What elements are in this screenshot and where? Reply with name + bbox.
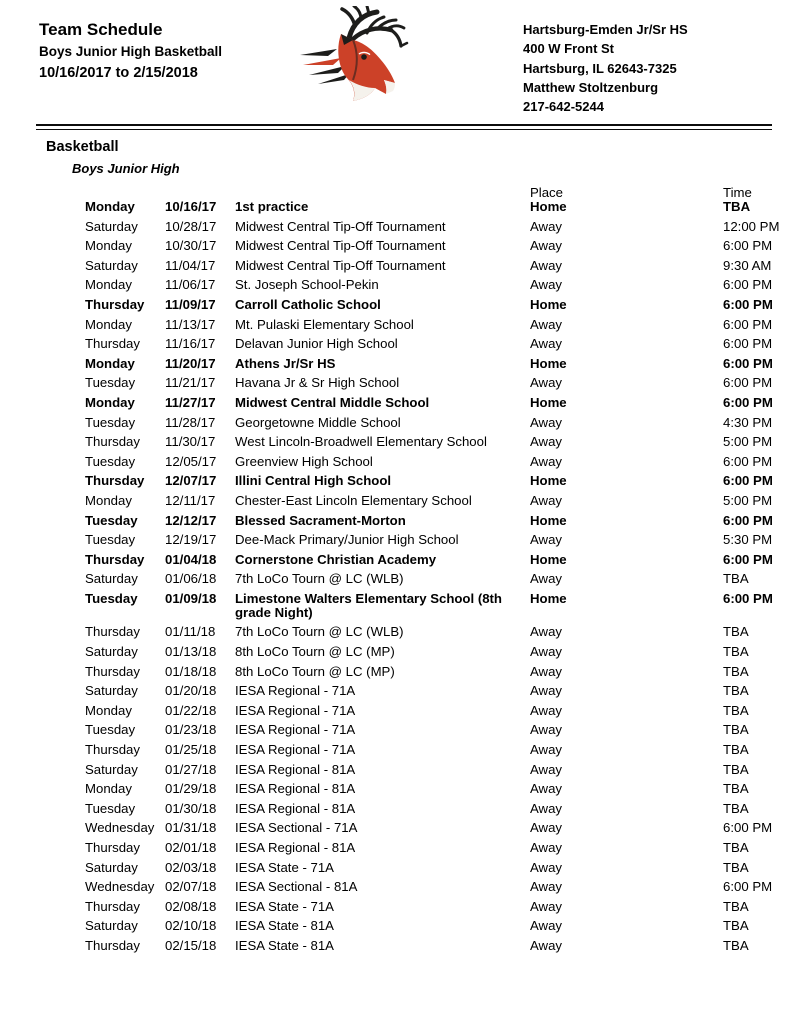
cell-place: Home xyxy=(530,394,567,410)
cell-date: 01/27/18 xyxy=(165,761,217,777)
cell-time: 12:00 PM xyxy=(723,218,780,234)
cell-date: 02/15/18 xyxy=(165,937,217,953)
schedule-row xyxy=(85,494,800,508)
cell-date: 01/04/18 xyxy=(165,551,217,567)
cell-event: Mt. Pulaski Elementary School xyxy=(235,316,414,332)
cell-event: IESA Regional - 71A xyxy=(235,683,356,699)
cell-day: Thursday xyxy=(85,296,145,312)
schedule-row xyxy=(85,723,800,737)
schedule-table xyxy=(0,186,800,953)
team-subtitle: Boys Junior High Basketball xyxy=(39,44,223,59)
cell-date: 01/30/18 xyxy=(165,800,217,816)
cell-time: 6:00 PM xyxy=(723,296,773,312)
cell-date: 01/06/18 xyxy=(165,571,217,587)
cell-day: Thursday xyxy=(85,473,145,489)
cell-place: Home xyxy=(530,199,567,214)
cell-time: 6:00 PM xyxy=(723,820,773,836)
page-title: Team Schedule xyxy=(39,20,163,39)
cell-place: Away xyxy=(530,663,563,679)
cell-place: Away xyxy=(530,644,563,660)
cell-event: Havana Jr & Sr High School xyxy=(235,375,400,391)
cell-date: 01/22/18 xyxy=(165,702,217,718)
cell-event: Illini Central High School xyxy=(235,473,392,489)
cell-time: 6:00 PM xyxy=(723,512,773,528)
cell-date: 02/08/18 xyxy=(165,898,217,914)
cell-date: 11/20/17 xyxy=(165,355,216,371)
cell-date: 11/21/17 xyxy=(165,375,216,391)
cell-day: Monday xyxy=(85,316,132,332)
cell-date: 12/19/17 xyxy=(165,532,217,548)
cell-day: Thursday xyxy=(85,742,140,758)
cell-time: 5:00 PM xyxy=(723,434,773,450)
sport-heading: Basketball xyxy=(46,139,119,155)
cell-day: Saturday xyxy=(85,218,138,234)
cell-day: Saturday xyxy=(85,683,138,699)
col-time-header: Time xyxy=(723,185,752,200)
cell-day: Saturday xyxy=(85,859,138,875)
cell-place: Home xyxy=(530,512,567,528)
cell-time: TBA xyxy=(723,702,749,718)
cell-day: Monday xyxy=(85,492,132,508)
cell-time: TBA xyxy=(723,742,749,758)
cell-place: Away xyxy=(530,937,563,953)
contact-name: Matthew Stoltzenburg xyxy=(523,79,659,95)
cell-time: 6:00 PM xyxy=(723,551,773,567)
cell-date: 01/29/18 xyxy=(165,781,217,797)
cell-date: 12/05/17 xyxy=(165,453,217,469)
cell-place: Away xyxy=(530,434,563,450)
team-heading: Boys Junior High xyxy=(72,161,180,176)
schedule-header-row xyxy=(85,186,800,200)
cell-day: Saturday xyxy=(85,918,138,934)
cell-place: Away xyxy=(530,761,563,777)
cell-day: Monday xyxy=(85,394,135,410)
cell-time: 6:00 PM xyxy=(723,277,773,293)
schedule-row xyxy=(85,763,800,777)
cell-time: 5:30 PM xyxy=(723,532,773,548)
cell-time: TBA xyxy=(723,918,749,934)
cell-date: 12/12/17 xyxy=(165,512,217,528)
cell-time: TBA xyxy=(723,644,749,660)
cell-event: IESA State - 71A xyxy=(235,898,334,914)
cell-day: Tuesday xyxy=(85,512,138,528)
cell-time: TBA xyxy=(723,800,749,816)
cell-time: TBA xyxy=(723,937,749,953)
cell-date: 02/07/18 xyxy=(165,879,217,895)
cell-place: Away xyxy=(530,257,563,273)
schedule-row xyxy=(85,259,800,273)
cell-place: Home xyxy=(530,296,567,312)
cell-date: 01/09/18 xyxy=(165,590,217,606)
cell-time: 6:00 PM xyxy=(723,336,773,352)
cell-event: IESA Sectional - 71A xyxy=(235,820,358,836)
cell-day: Monday xyxy=(85,781,132,797)
cell-date: 01/23/18 xyxy=(165,722,217,738)
schedule-row xyxy=(85,416,800,430)
schedule-row xyxy=(85,880,800,894)
cell-event: IESA Regional - 71A xyxy=(235,742,356,758)
date-range: 10/16/2017 to 2/15/2018 xyxy=(39,65,198,81)
cell-time: 9:30 AM xyxy=(723,257,772,273)
col-place-header: Place xyxy=(530,185,563,200)
cell-day: Monday xyxy=(85,277,132,293)
cell-time: 6:00 PM xyxy=(723,355,773,371)
cell-day: Wednesday xyxy=(85,820,155,836)
schedule-row xyxy=(85,278,800,292)
cell-date: 10/28/17 xyxy=(165,218,217,234)
cell-event: 1st practice xyxy=(235,199,309,214)
cell-date: 11/09/17 xyxy=(165,296,216,312)
schedule-row xyxy=(85,684,800,698)
cell-event: 8th LoCo Tourn @ LC (MP) xyxy=(235,663,395,679)
schedule-row xyxy=(85,802,800,816)
cell-date: 02/10/18 xyxy=(165,918,217,934)
cell-place: Away xyxy=(530,238,563,254)
cell-time: TBA xyxy=(723,722,749,738)
cell-place: Away xyxy=(530,918,563,934)
cell-date: 12/11/17 xyxy=(165,492,216,508)
schedule-row xyxy=(85,743,800,757)
cell-date: 11/28/17 xyxy=(165,414,216,430)
cell-event: Chester-East Lincoln Elementary School xyxy=(235,492,472,508)
cell-time: TBA xyxy=(723,199,751,214)
cell-date: 01/18/18 xyxy=(165,663,217,679)
cell-place: Away xyxy=(530,336,563,352)
cell-place: Away xyxy=(530,218,563,234)
cell-date: 11/04/17 xyxy=(165,257,216,273)
cell-event: Midwest Central Middle School xyxy=(235,394,430,410)
cell-event: IESA State - 81A xyxy=(235,918,334,934)
cell-day: Thursday xyxy=(85,551,145,567)
cell-place: Away xyxy=(530,859,563,875)
cell-day: Tuesday xyxy=(85,375,136,391)
cell-day: Thursday xyxy=(85,336,140,352)
schedule-row xyxy=(85,821,800,835)
schedule-row xyxy=(85,435,800,449)
cell-event: IESA State - 81A xyxy=(235,937,334,953)
cell-event: IESA Regional - 71A xyxy=(235,722,356,738)
cell-event: Midwest Central Tip-Off Tournament xyxy=(235,257,446,273)
cell-date: 10/16/17 xyxy=(165,199,217,214)
cell-time: TBA xyxy=(723,663,749,679)
cell-day: Saturday xyxy=(85,571,138,587)
cell-event: Limestone Walters Elementary School (8th grade Night) xyxy=(235,590,502,620)
cell-event: IESA Regional - 81A xyxy=(235,840,356,855)
header-divider xyxy=(36,124,772,130)
schedule-row xyxy=(85,782,800,796)
cell-time: 6:00 PM xyxy=(723,394,773,410)
schedule-row xyxy=(85,376,800,390)
cell-day: Saturday xyxy=(85,761,138,777)
schedule-row xyxy=(85,665,800,679)
cell-day: Saturday xyxy=(85,257,138,273)
cell-day: Monday xyxy=(85,355,135,371)
cell-date: 01/13/18 xyxy=(165,644,217,660)
cell-place: Away xyxy=(530,820,563,836)
cell-date: 11/13/17 xyxy=(165,316,216,332)
schedule-row xyxy=(85,572,800,586)
cell-time: TBA xyxy=(723,624,749,640)
cell-date: 11/27/17 xyxy=(165,394,216,410)
cell-event: Cornerstone Christian Academy xyxy=(235,551,437,567)
cell-place: Away xyxy=(530,414,563,430)
schedule-row xyxy=(85,900,800,914)
cell-day: Monday xyxy=(85,238,132,254)
schedule-row xyxy=(85,455,800,469)
cell-day: Tuesday xyxy=(85,453,136,469)
cell-day: Thursday xyxy=(85,937,140,953)
cell-event: IESA Sectional - 81A xyxy=(235,879,358,895)
cell-event: Blessed Sacrament-Morton xyxy=(235,512,406,528)
cell-time: 6:00 PM xyxy=(723,316,773,332)
cell-event: IESA State - 71A xyxy=(235,859,334,875)
schedule-row xyxy=(85,396,800,410)
cell-event: 8th LoCo Tourn @ LC (MP) xyxy=(235,644,395,660)
cell-event: IESA Regional - 81A xyxy=(235,761,356,777)
cell-time: 6:00 PM xyxy=(723,879,773,895)
schedule-row xyxy=(85,318,800,332)
cell-place: Away xyxy=(530,277,563,293)
cell-place: Away xyxy=(530,571,563,587)
cell-date: 02/01/18 xyxy=(165,840,217,855)
cell-date: 02/03/18 xyxy=(165,859,217,875)
schedule-row xyxy=(85,337,800,351)
cell-place: Away xyxy=(530,492,563,508)
contact-phone: 217-642-5244 xyxy=(523,99,604,115)
cell-place: Away xyxy=(530,702,563,718)
schedule-row xyxy=(85,645,800,659)
schedule-row xyxy=(85,200,800,214)
cell-event: Delavan Junior High School xyxy=(235,336,398,352)
cell-date: 11/16/17 xyxy=(165,336,216,352)
cell-event: 7th LoCo Tourn @ LC (WLB) xyxy=(235,624,404,640)
cell-place: Away xyxy=(530,781,563,797)
cell-place: Home xyxy=(530,551,567,567)
cell-place: Away xyxy=(530,742,563,758)
school-info-block xyxy=(523,20,688,116)
cell-day: Monday xyxy=(85,199,135,214)
cell-date: 11/30/17 xyxy=(165,434,216,450)
cell-event: West Lincoln-Broadwell Elementary School xyxy=(235,434,487,450)
cell-place: Away xyxy=(530,453,563,469)
page-header xyxy=(0,0,800,124)
cell-time: 4:30 PM xyxy=(723,414,773,430)
cell-event: Dee-Mack Primary/Junior High School xyxy=(235,532,459,548)
cell-day: Wednesday xyxy=(85,879,155,895)
cell-place: Away xyxy=(530,624,563,640)
cell-time: TBA xyxy=(723,683,749,699)
cell-place: Away xyxy=(530,683,563,699)
cell-day: Thursday xyxy=(85,434,140,450)
cell-day: Tuesday xyxy=(85,532,136,548)
schedule-row xyxy=(85,239,800,253)
cell-time: TBA xyxy=(723,571,749,587)
cell-day: Tuesday xyxy=(85,590,138,606)
cell-date: 01/20/18 xyxy=(165,683,217,699)
cell-event: IESA Regional - 81A xyxy=(235,781,356,797)
cell-event: Athens Jr/Sr HS xyxy=(235,355,336,371)
cell-event: Georgetowne Middle School xyxy=(235,414,401,430)
cell-place: Home xyxy=(530,355,567,371)
schedule-row xyxy=(85,841,800,855)
schedule-row xyxy=(85,939,800,953)
cell-place: Away xyxy=(530,375,563,391)
schedule-row xyxy=(85,357,800,371)
cell-place: Away xyxy=(530,722,563,738)
cell-time: 5:00 PM xyxy=(723,492,773,508)
cell-date: 12/07/17 xyxy=(165,473,217,489)
schedule-row xyxy=(85,861,800,875)
cell-event: Greenview High School xyxy=(235,453,373,469)
cell-time: 6:00 PM xyxy=(723,375,773,391)
cell-day: Monday xyxy=(85,702,132,718)
stag-mascot-icon xyxy=(300,6,410,101)
cell-place: Away xyxy=(530,879,563,895)
cell-date: 01/25/18 xyxy=(165,742,217,758)
cell-date: 11/06/17 xyxy=(165,277,216,293)
cell-place: Away xyxy=(530,532,563,548)
cell-event: Carroll Catholic School xyxy=(235,296,381,312)
cell-date: 01/11/18 xyxy=(165,624,216,640)
cell-date: 10/30/17 xyxy=(165,238,217,254)
cell-day: Tuesday xyxy=(85,414,136,430)
cell-event: 7th LoCo Tourn @ LC (WLB) xyxy=(235,571,404,587)
cell-event: Midwest Central Tip-Off Tournament xyxy=(235,218,446,234)
schedule-row xyxy=(85,919,800,933)
school-name: Hartsburg-Emden Jr/Sr HS xyxy=(523,22,688,37)
cell-event: St. Joseph School-Pekin xyxy=(235,277,379,293)
cell-time: TBA xyxy=(723,761,749,777)
cell-event: Midwest Central Tip-Off Tournament xyxy=(235,238,446,254)
schedule-row xyxy=(85,625,800,639)
cell-place: Home xyxy=(530,473,567,489)
schedule-row xyxy=(85,704,800,718)
cell-event: IESA Regional - 71A xyxy=(235,702,356,718)
cell-day: Tuesday xyxy=(85,800,136,816)
cell-day: Saturday xyxy=(85,644,138,660)
header-title-block xyxy=(39,20,222,82)
cell-time: 6:00 PM xyxy=(723,590,773,606)
school-city: Hartsburg, IL 62643-7325 xyxy=(523,60,677,76)
cell-time: TBA xyxy=(723,781,749,797)
schedule-row xyxy=(85,533,800,547)
cell-time: 6:00 PM xyxy=(723,238,773,254)
schedule-row xyxy=(85,592,800,620)
schedule-row xyxy=(85,298,800,312)
cell-day: Thursday xyxy=(85,840,140,855)
section-heading xyxy=(46,139,800,177)
cell-day: Thursday xyxy=(85,663,140,679)
cell-day: Thursday xyxy=(85,898,140,914)
schedule-row xyxy=(85,220,800,234)
cell-place: Away xyxy=(530,316,563,332)
cell-time: TBA xyxy=(723,859,749,875)
cell-day: Thursday xyxy=(85,624,140,640)
schedule-row xyxy=(85,474,800,488)
schedule-row xyxy=(85,553,800,567)
cell-day: Tuesday xyxy=(85,722,136,738)
school-street: 400 W Front St xyxy=(523,41,615,57)
cell-date: 01/31/18 xyxy=(165,820,217,836)
cell-time: 6:00 PM xyxy=(723,453,773,469)
cell-place: Away xyxy=(530,800,563,816)
cell-place: Home xyxy=(530,590,567,606)
cell-place: Away xyxy=(530,840,563,855)
cell-event: IESA Regional - 81A xyxy=(235,800,356,816)
cell-time: 6:00 PM xyxy=(723,473,773,489)
cell-time: TBA xyxy=(723,898,749,914)
schedule-rows xyxy=(85,200,800,953)
cell-time: TBA xyxy=(723,840,749,855)
cell-place: Away xyxy=(530,898,563,914)
schedule-row xyxy=(85,514,800,528)
